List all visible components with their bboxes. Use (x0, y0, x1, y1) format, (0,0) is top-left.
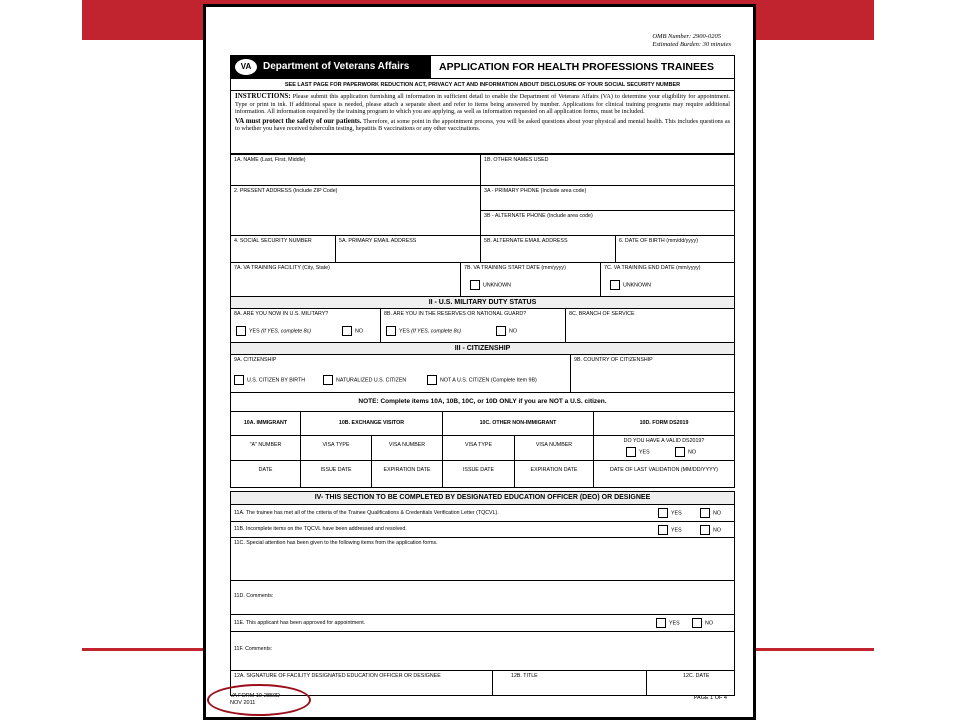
field-1b-label: 1B. OTHER NAMES USED (484, 157, 549, 163)
field-8a-no-checkbox[interactable] (342, 326, 352, 336)
field-11b-no-label: NO (713, 527, 721, 534)
field-4-ssn[interactable] (230, 235, 336, 263)
field-5a-primary-email[interactable] (335, 235, 481, 263)
field-8b-no-label: NO (509, 328, 517, 335)
naturalized-option[interactable] (323, 375, 406, 385)
section-2-header: II - U.S. MILITARY DUTY STATUS (230, 296, 735, 309)
ds2019-no-checkbox[interactable] (675, 447, 685, 457)
field-11b-label: 11B. Incomplete items on the TQCVL have been addressed and resolved. (234, 526, 407, 532)
field-11e-label: 11E. This applicant has been approved for appointment. (234, 620, 366, 626)
estimated-burden: Estimated Burden: 30 minutes (652, 41, 731, 48)
field-11d-label: 11D. Comments: (234, 593, 274, 599)
field-11d-comments[interactable] (230, 580, 735, 615)
field-11b-no-option[interactable] (700, 525, 721, 535)
field-8a-yes-label: YES (249, 328, 260, 335)
col-10c-other-non-immigrant: 10C. OTHER NON-IMMIGRANT (442, 411, 594, 436)
field-11c-label: 11C. Special attention has been given to the following items from the application forms. (234, 540, 438, 546)
field-2-address[interactable] (230, 185, 481, 236)
field-8a-no-label: NO (355, 328, 363, 335)
ds2019-yes-option[interactable] (626, 447, 650, 457)
ds2019-yes-checkbox[interactable] (626, 447, 636, 457)
field-11a-no-checkbox[interactable] (700, 508, 710, 518)
field-11e-no-option[interactable] (692, 618, 713, 628)
citizen-by-birth-label: U.S. CITIZEN BY BIRTH (247, 377, 306, 384)
field-11a-yes-option[interactable] (658, 508, 682, 518)
field-11a-label: 11A. The trainee has met all of the criteria of the Trainee Qualifications & Credentials Verification Letter (TQCVL). (234, 510, 499, 516)
field-7b-label: 7B. VA TRAINING START DATE (mm/yyyy) (464, 265, 566, 271)
field-10d-last-validation[interactable]: DATE OF LAST VALIDATION (MM/DD/YYYY) (593, 460, 735, 488)
field-10c-issue-date[interactable]: ISSUE DATE (442, 460, 515, 488)
form-header (230, 55, 735, 79)
page-indicator: PAGE 1 OF 4 (693, 695, 727, 701)
section-4-header: IV- THIS SECTION TO BE COMPLETED BY DESIGNATED EDUCATION OFFICER (DEO) OR DESIGNEE (230, 491, 735, 505)
naturalized-label: NATURALIZED U.S. CITIZEN (336, 377, 407, 384)
not-citizen-option[interactable] (427, 375, 537, 385)
unknown-end-option[interactable] (610, 280, 651, 290)
unknown-start-option[interactable] (470, 280, 511, 290)
field-8b-no-checkbox[interactable] (496, 326, 506, 336)
field-11f-label: 11F. Comments: (234, 646, 273, 652)
field-5a-label: 5A. PRIMARY EMAIL ADDRESS (339, 238, 417, 244)
agency-name: Department of Veterans Affairs (263, 61, 410, 72)
field-10c-expiration-date[interactable]: EXPIRATION DATE (514, 460, 594, 488)
field-10c-visa-type[interactable]: VISA TYPE (442, 435, 515, 461)
ds2019-no-label: NO (688, 449, 696, 456)
form-number-label: VA FORM 10-2850D (230, 693, 281, 699)
field-11a-no-option[interactable] (700, 508, 721, 518)
field-11e-no-checkbox[interactable] (692, 618, 702, 628)
field-11e-yes-label: YES (669, 620, 680, 627)
field-7c-label: 7C. VA TRAINING END DATE (mm/yyyy) (604, 265, 701, 271)
col-10d-form-ds2019: 10D. FORM DS2019 (593, 411, 735, 436)
field-4-label: 4. SOCIAL SECURITY NUMBER (234, 238, 312, 244)
field-3a-label: 3A - PRIMARY PHONE (Include area code) (484, 188, 587, 194)
field-9a-citizenship (230, 354, 571, 393)
field-11b-yes-checkbox[interactable] (658, 525, 668, 535)
field-3b-alternate-phone[interactable] (480, 210, 735, 236)
field-9b-label: 9B. COUNTRY OF CITIZENSHIP (574, 357, 653, 363)
field-8b-label: 8B. ARE YOU IN THE RESERVES OR NATIONAL GUARD? (384, 311, 527, 317)
citizenship-note: NOTE: Complete items 10A, 10B, 10C, or 10D ONLY if you are NOT a U.S. citizen. (230, 392, 735, 412)
field-12b-title[interactable] (492, 670, 647, 696)
disclosure-notice: SEE LAST PAGE FOR PAPERWORK REDUCTION ACT, PRIVACY ACT AND INFORMATION ABOUT DISCLOSURE OF YOUR SOCIAL SECURITY NUMBER (230, 79, 735, 91)
section-3-header: III - CITIZENSHIP (230, 342, 735, 355)
col-10a-immigrant: 10A. IMMIGRANT (230, 411, 301, 436)
field-11e-no-label: NO (705, 620, 713, 627)
field-9b-country[interactable] (570, 354, 735, 393)
naturalized-checkbox[interactable] (323, 375, 333, 385)
field-11b-yes-label: YES (671, 527, 682, 534)
field-8b-yes-checkbox[interactable] (386, 326, 396, 336)
va-logo-icon: VA (235, 59, 257, 75)
unknown-end-checkbox[interactable] (610, 280, 620, 290)
field-8b-yes-option[interactable] (386, 326, 461, 336)
field-6-label: 6. DATE OF BIRTH (mm/dd/yyyy) (619, 238, 698, 244)
instructions-text: Please submit this application furnishing all information in sufficient detail to enable the Department of Veterans Affairs (VA) to determine your eligibility for appointment. Type or print in ink. If additional space is needed, please attach a separate sheet and refer to items being answered by number. Applications for clinical training programs may require additional information. All information required by the training program to which you are applying, as well as information requested on all application forms, must be included. (235, 93, 730, 116)
field-1b-other-names[interactable] (480, 154, 735, 186)
field-11f-comments[interactable] (230, 631, 735, 671)
unknown-start-label: UNKNOWN (483, 282, 511, 289)
safety-text: Therefore, at some point in the appointment process, you will be asked questions about your physical and mental health. This includes questions as to whether you have received tuberculin testing, hepatitis B vaccinations or any other vaccinations. (235, 117, 731, 133)
field-8c-label: 8C. BRANCH OF SERVICE (569, 311, 635, 317)
field-6-dob[interactable] (615, 235, 735, 263)
field-8a-if-yes-hint: (If YES, complete 8c) (261, 328, 312, 335)
citizen-by-birth-checkbox[interactable] (234, 375, 244, 385)
safety-label: VA must protect the safety of our patients. (235, 116, 362, 125)
field-12a-label: 12A. SIGNATURE OF FACILITY DESIGNATED EDUCATION OFFICER OR DESIGNEE (234, 673, 441, 679)
omb-info (652, 33, 731, 49)
field-11a-yes-checkbox[interactable] (658, 508, 668, 518)
field-3a-primary-phone[interactable] (480, 185, 735, 211)
field-5b-label: 5B. ALTERNATE EMAIL ADDRESS (484, 238, 568, 244)
field-11c-special-attention[interactable] (230, 537, 735, 581)
field-8b-if-yes-hint: (If YES, complete 8c) (411, 328, 462, 335)
field-1a-label: 1A. NAME (Last, First, Middle) (234, 157, 306, 163)
instructions-label: INSTRUCTIONS: (235, 92, 291, 100)
omb-number: OMB Number: 2900-0205 (652, 33, 721, 40)
field-8c-branch[interactable] (565, 308, 735, 343)
not-citizen-checkbox[interactable] (427, 375, 437, 385)
field-12c-date[interactable] (646, 670, 735, 696)
form-title: APPLICATION FOR HEALTH PROFESSIONS TRAINEES (439, 61, 714, 73)
instructions-block (230, 91, 735, 154)
field-8a-yes-option[interactable] (236, 326, 311, 336)
citizen-by-birth-option[interactable] (234, 375, 305, 385)
field-10a-date[interactable]: DATE (230, 460, 301, 488)
field-a-number[interactable]: "A" NUMBER (230, 435, 301, 461)
field-8a-yes-checkbox[interactable] (236, 326, 246, 336)
field-9a-label: 9A. CITIZENSHIP (234, 357, 277, 363)
field-8b-yes-label: YES (399, 328, 410, 335)
form-page (203, 4, 756, 720)
field-5b-alternate-email[interactable] (480, 235, 616, 263)
field-10d-valid-ds2019 (593, 435, 735, 461)
field-7a-facility[interactable] (230, 262, 461, 297)
field-11a-yes-label: YES (671, 510, 682, 517)
ds2019-no-option[interactable] (675, 447, 696, 457)
field-12b-label: 12B. TITLE (511, 673, 538, 679)
unknown-start-checkbox[interactable] (470, 280, 480, 290)
not-citizen-label: NOT A U.S. CITIZEN (Complete Item 9B) (440, 377, 537, 384)
field-11e-yes-option[interactable] (656, 618, 680, 628)
field-1a-name[interactable] (230, 154, 481, 186)
field-10b-expiration-date[interactable]: EXPIRATION DATE (371, 460, 443, 488)
field-10b-visa-number[interactable]: VISA NUMBER (371, 435, 443, 461)
field-10c-visa-number[interactable]: VISA NUMBER (514, 435, 594, 461)
field-8a-label: 8A. ARE YOU NOW IN U.S. MILITARY? (234, 311, 329, 317)
highlight-oval (207, 684, 311, 716)
ds2019-question: DO YOU HAVE A VALID DS2019? (623, 438, 705, 444)
field-8b-no-option[interactable] (496, 326, 517, 336)
form-date: NOV 2011 (230, 699, 256, 706)
field-8a-no-option[interactable] (342, 326, 363, 336)
field-7a-label: 7A. VA TRAINING FACILITY (City, State) (234, 265, 330, 271)
field-12c-label: 12C. DATE (683, 673, 710, 679)
field-11b-no-checkbox[interactable] (700, 525, 710, 535)
field-11b-yes-option[interactable] (658, 525, 682, 535)
col-10b-exchange-visitor: 10B. EXCHANGE VISITOR (300, 411, 443, 436)
field-10b-visa-type[interactable]: VISA TYPE (300, 435, 372, 461)
ds2019-yes-label: YES (639, 449, 650, 456)
field-11a-no-label: NO (713, 510, 721, 517)
field-10b-issue-date[interactable]: ISSUE DATE (300, 460, 372, 488)
field-3b-label: 3B - ALTERNATE PHONE (Include area code) (484, 213, 593, 219)
field-2-label: 2. PRESENT ADDRESS (Include ZIP Code) (234, 188, 338, 194)
agency-banner (231, 56, 431, 78)
field-11e-yes-checkbox[interactable] (656, 618, 666, 628)
unknown-end-label: UNKNOWN (623, 282, 651, 289)
